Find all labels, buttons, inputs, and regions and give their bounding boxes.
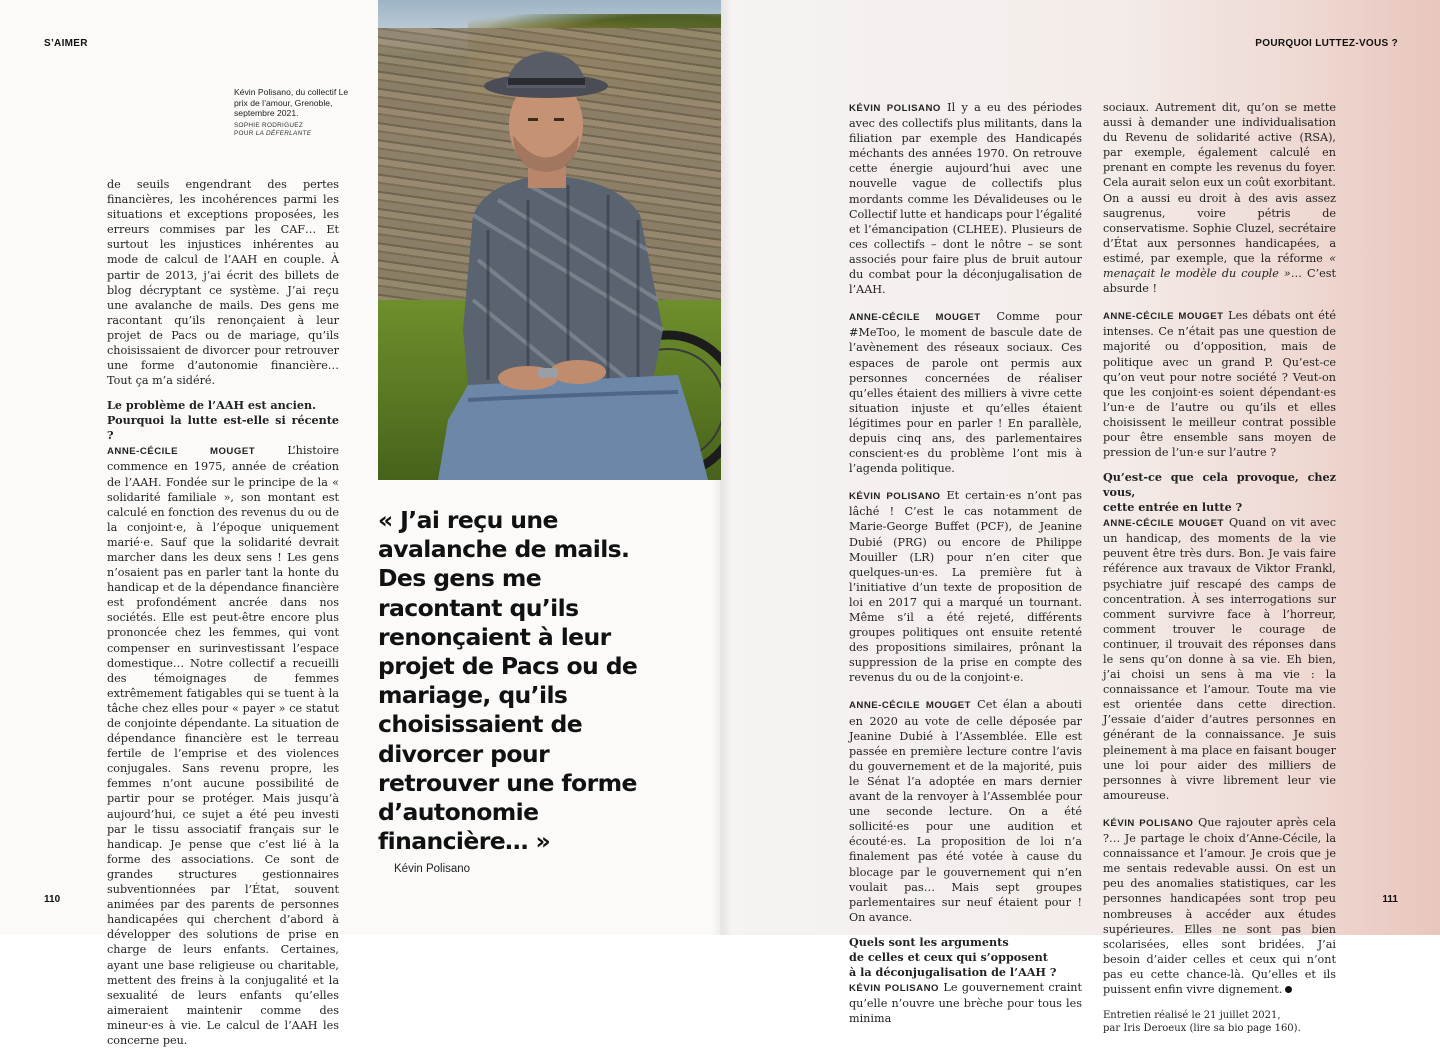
pull-quote: « J’ai reçu une avalanche de mails. Des gens me racontant qu’ils renonçaient à leur projet de Pacs ou de mariage, qu’ils choisissaient de divorcer pour retrouver une forme d’autonomie financière… »	[378, 506, 638, 856]
interview-question: Quels sont les arguments de celles et ceux qui s’opposent à la déconjugalisation de l’AAH ?	[849, 934, 1057, 979]
speaker-name: KÉVIN POLISANO	[849, 491, 941, 503]
interview-answer-continued: sociaux. Autrement dit, qu’on se mette aussi à demander une individualisation du Revenu de solidarité active (RSA), par exemple, également calculé en prenant en compte les revenus du foyer. Cela aurait selon eux un coût exorbitant. On a aussi eu droit à des avis assez saugrenus, voire pétris de conservatisme. Sophie Cluzel, secrétaire d’État aux personnes handicapées, a estimé, par exemple, que la réforme « menaçait le modèle du couple »… C’est absurde !	[1103, 101, 1336, 296]
speaker-name: KÉVIN POLISANO	[849, 982, 939, 994]
interview-answer: ANNE-CÉCILE MOUGET L’histoire commence en 1975, année de création de l’AAH. Fondée sur le principe de la « solidarité familiale », son montant est calculé en fonction des revenus du ou de la conjoint·e, à l’époque uniquement marié·e. Sauf que la solidarité devrait marcher dans les deux sens ! Les gens n’osaient pas en parler tant la honte du handicap et de la dépendance financière est profondément ancrée dans nos sociétés. Elle est peut-être encore plus prononcée chez les femmes, qui vont compenser en surinvestissant l’espace domestique… Notre collectif a recueilli des témoignages de femmes extrêmement fatigables qui se tuent à la tâche chez elles pour « payer » ce statut de conjointe dépendante. La situation de dépendance financière est le terreau fertile de l’emprise et des violences conjugales. Sans revenu propre, les femmes n’ont aucune possibilité de partir pour se protéger. Mais jusqu’à aujourd’hui, ce sujet a été peu investi par le tissu associatif français sur le handicap. Je pense que c’est lié à la forme des associations. Ce sont de grandes structures gestionnaires subventionnées par l’État, souvent animées par des parents de personnes handicapées qui cherchent d’abord à développer des solutions de prise en charge de leurs enfants. Certaines, ayant une base religieuse ou charitable, mettent des freins à la conjugalité et la sexualité de leurs enfants qu’elles aimeraient maintenir comme des mineur·es à vie. Le calcul de l’AAH les concerne peu.	[107, 444, 339, 1047]
section-rubric-left: S’AIMER	[44, 38, 88, 49]
right-text-column-2	[1103, 100, 1336, 1035]
speaker-name: ANNE-CÉCILE MOUGET	[1103, 311, 1224, 323]
publication-name: LA DÉFERLANTE	[255, 129, 312, 137]
caption-text: Kévin Polisano, du collectif Le prix de l’amour, Grenoble, septembre 2021.	[234, 87, 349, 119]
interview-question: Qu’est-ce que cela provoque, chez vous, cette entrée en lutte ?	[1103, 470, 1336, 515]
interview-answer: KÉVIN POLISANO Que rajouter après cela ?… Je partage le choix d’Anne-Cécile, la connaissance et l’amour. Je crois que je me sentais redevable aussi. On est un peu des anomalies statistiques, car les personnes handicapées sont trop peu nombreuses à accéder aux études supérieures. Elles ne sont pas bien scolarisées, elles sont bridées. J’ai besoin d’aider celles et ceux qui n’ont pas eu cette chance-là. Qu’elles et ils puissent enfin vivre dignement.	[1103, 815, 1336, 996]
photo-credit-publication: POUR LA DÉFERLANTE	[234, 129, 312, 137]
speaker-name: KÉVIN POLISANO	[1103, 817, 1194, 829]
photo-credit	[234, 122, 354, 138]
paragraph: de seuils engendrant des pertes financières, les incohérences parmi les situations et exceptions proposées, les erreurs commises par les CAF… Et surtout les injustices inhérentes au mode de calcul de l’AAH en couple. À partir de 2013, j’ai écrit des billets de blog décryptant ce système. J’ai reçu une avalanche de mails. Des gens me racontant qu’ils renonçaient à leur projet de Pacs ou de mariage, qu’ils choisissaient de divorcer pour retrouver une forme d’autonomie financière… Tout ça m’a sidéré.	[107, 178, 339, 388]
interview-question: Le problème de l’AAH est ancien. Pourquoi la lutte est-elle si récente ?	[107, 398, 339, 443]
page-number-right: 111	[1382, 894, 1398, 905]
speaker-name: KÉVIN POLISANO	[849, 103, 941, 114]
speaker-name: ANNE-CÉCILE MOUGET	[849, 312, 981, 324]
right-text-column-1	[849, 100, 1082, 1026]
interview-answer: KÉVIN POLISANO Il y a eu des périodes avec des collectifs plus militants, dans la filiation par exemple des Handicapés méchants des années 1970. On retrouve cette énergie aujourd’hui avec une nouvelle vague de collectifs plus mordants comme les Dévalideuses ou le Collectif lutte et handicaps pour l’égalité et l’émancipation (CLHEE). Plusieurs de ces collectifs – dont le nôtre – se sont associés pour faire plus de bruit autour du combat pour la déconjugalisation de l’AAH.	[849, 101, 1082, 297]
end-of-article-icon	[1285, 986, 1292, 993]
section-rubric-right: POURQUOI LUTTEZ-VOUS ?	[1255, 38, 1398, 49]
interview-answer: ANNE-CÉCILE MOUGET Quand on vit avec un handicap, des moments de la vie peuvent être très durs. Bon. Je vais faire référence aux travaux de Viktor Frankl, psychiatre juif rescapé des camps de concentration. À ses interrogations sur comment survivre face à l’horreur, comment trouver le courage de continuer, il trouvait des réponses dans le sens qu’on donne à sa vie. Eh bien, j’ai choisi un sens à ma vie : la connaissance et l’amour. Toute ma vie est orientée dans cette direction. J’essaie d’aider d’autres personnes en générant de la connaissance. Je suis pleinement à ma place en faisant bouger une loi pour aider des milliers de personnes à vivre librement leur vie amoureuse.	[1103, 516, 1336, 802]
speaker-name: ANNE-CÉCILE MOUGET	[1103, 518, 1224, 530]
portrait-figure	[378, 0, 721, 480]
left-text-column	[107, 177, 339, 1048]
interview-answer: ANNE-CÉCILE MOUGET Les débats ont été intenses. Ce n’était pas une question de majorité ou d’opposition, mais de politique avec un grand P. Qu’est-ce qu’on veut pour notre société ? Veut-on que les conjoint·es soient dépendant·es l’un·e de l’autre ou qu’ils et elles choisissent le meilleur contrat possible pour être ensemble sans moyen de pression de l’un·e sur l’autre ?	[1103, 309, 1336, 460]
photo-caption	[234, 87, 354, 138]
interview-answer: ANNE-CÉCILE MOUGET Comme pour #MeToo, le moment de bascule date de l’avènement des réseaux sociaux. Ces espaces de parole ont permis aux personnes concernées de réaliser qu’elles étaient des milliers à vivre cette situation injuste et qu’elles étaient légitimes pour en parler ! En parallèle, depuis cinq ans, des parlementaires conscient·es du problème l’ont mis à l’agenda politique.	[849, 310, 1082, 476]
italic-quote: « menaçait le modèle du couple »	[1103, 251, 1336, 281]
interview-credit: Entretien réalisé le 21 juillet 2021, par Iris Deroeux (lire sa bio page 160).	[1103, 1010, 1301, 1035]
pull-quote-author: Kévin Polisano	[394, 863, 471, 875]
speaker-name: ANNE-CÉCILE MOUGET	[849, 700, 971, 712]
page-number-left: 110	[44, 894, 61, 905]
interview-answer: KÉVIN POLISANO Et certain·es n’ont pas lâché ! C’est le cas notamment de Marie-George Buffet (PCF), de Jeanine Dubié (PRG) ou encore de Philippe Mouiller (LR) pour n’en citer que quelques-un·es. La première fut à l’initiative d’un texte de proposition de loi en 2017 qui a marqué un tournant. Même s’il a été rejeté, différents groupes politiques ont ensuite retenté des propositions similaires, prônant la suppression de la prise en compte des revenus du ou de la conjoint·e.	[849, 489, 1083, 685]
portrait-photo	[378, 0, 721, 480]
photo-credit-name: SOPHIE RODRIGUEZ	[234, 121, 304, 129]
interview-answer: KÉVIN POLISANO Le gouvernement craint qu’elle n’ouvre une brèche pour tous les minima	[849, 980, 1082, 1026]
interview-answer: ANNE-CÉCILE MOUGET Cet élan a abouti en 2020 au vote de celle déposée par Jeanine Dubié à l’Assemblée. Elle est passée en première lecture contre l’avis du gouvernement et de la majorité, puis le Sénat l’a adoptée en mars dernier avant de la renvoyer à l’Assemblée pour une seconde lecture. On a été sollicité·es pour une audition et écouté·es. La proposition de loi n’a finalement pas été votée à cause du blocage par le gouvernement qui n’en voulait pas… Mais sept groupes parlementaires sur neuf étaient pour ! On avance.	[849, 698, 1082, 924]
speaker-name: ANNE-CÉCILE MOUGET	[107, 446, 256, 458]
